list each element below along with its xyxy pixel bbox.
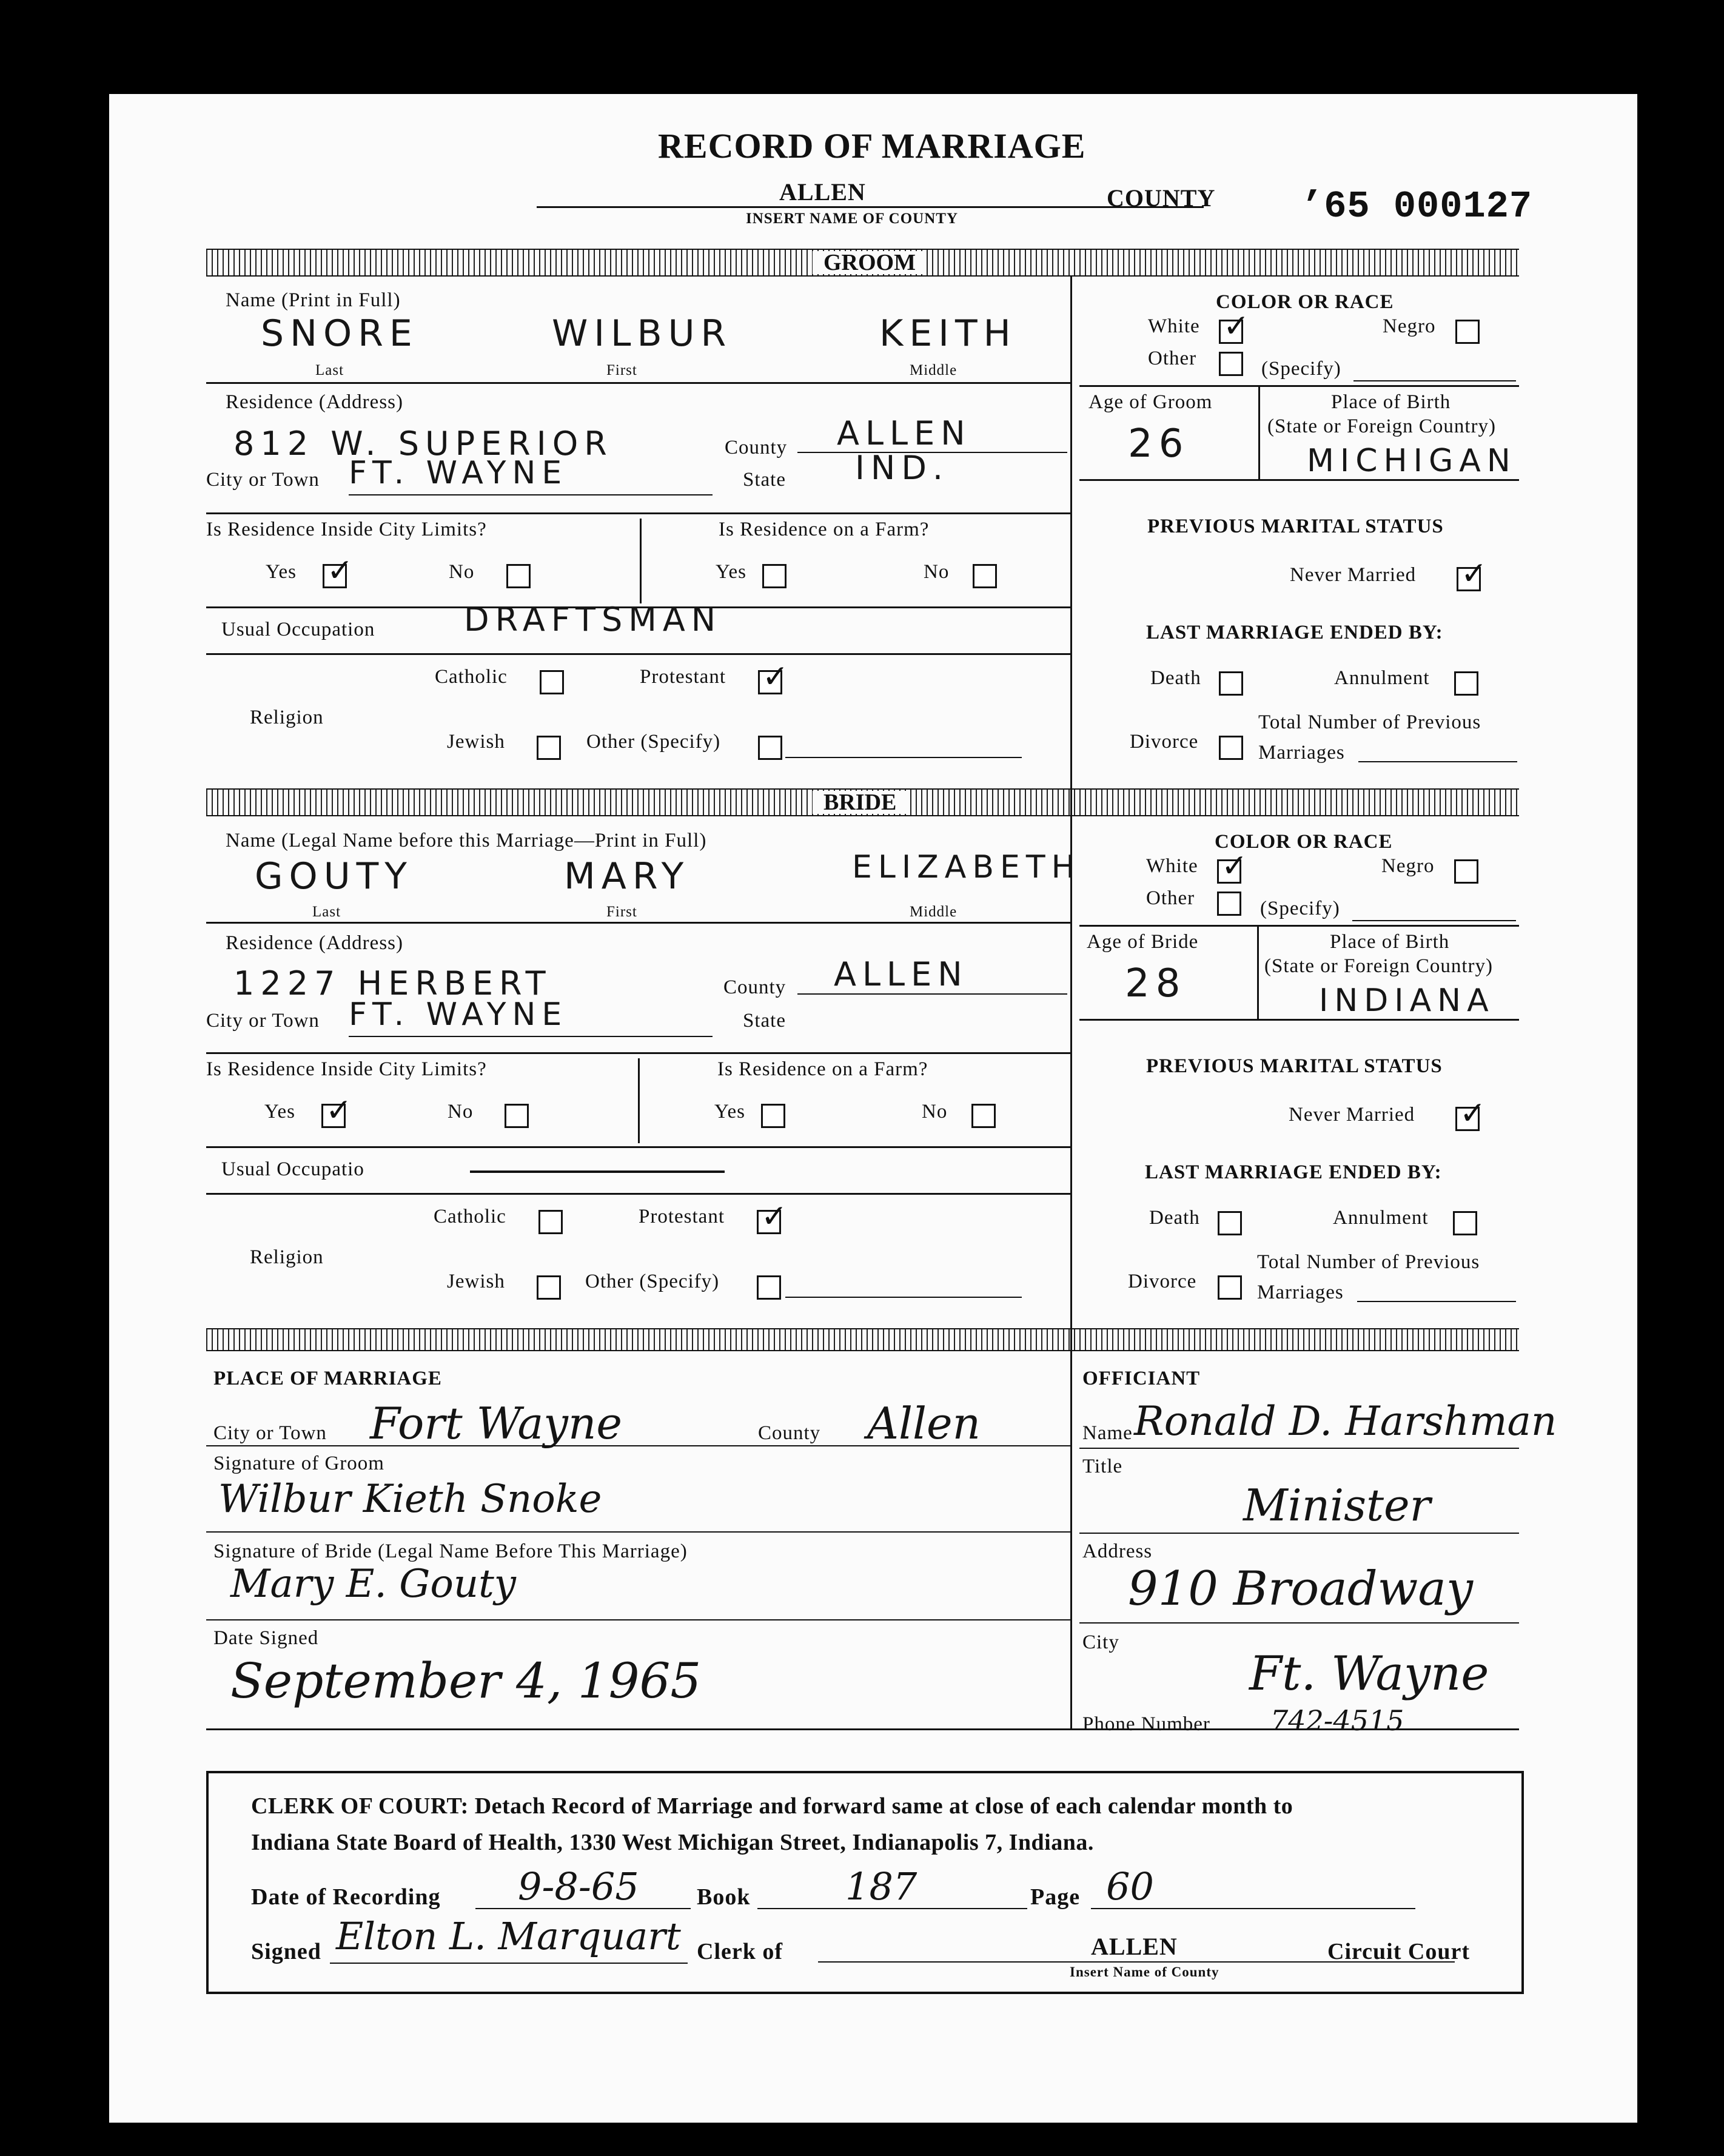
officiant-phone: 742-4515	[1270, 1704, 1404, 1737]
bride-farm-yes-label: Yes	[714, 1101, 746, 1123]
bride-state-label: State	[743, 1010, 786, 1032]
groom-name-label: Name (Print in Full)	[226, 289, 401, 311]
groom-birth-label: Place of Birth	[1331, 391, 1451, 413]
bride-never-married-label: Never Married	[1289, 1104, 1415, 1126]
bride-last-ended-label: LAST MARRIAGE ENDED BY:	[1145, 1161, 1442, 1183]
groom-county: ALLEN	[837, 414, 971, 452]
officiant-city-label: City	[1082, 1631, 1119, 1653]
bride-catholic-checkbox[interactable]	[538, 1210, 563, 1234]
marriage-county-label: County	[758, 1422, 821, 1444]
bride-color-race-label: COLOR OR RACE	[1215, 831, 1393, 853]
officiant-address-label: Address	[1082, 1540, 1153, 1562]
bride-birth-sublabel: (State or Foreign Country)	[1264, 955, 1494, 977]
groom-farm-yes-checkbox[interactable]	[762, 564, 787, 588]
groom-city: FT. WAYNE	[349, 455, 568, 491]
bride-county: ALLEN	[834, 955, 968, 993]
officiant-phone-label: Phone Number	[1082, 1713, 1210, 1735]
groom-section-bar	[206, 249, 1519, 277]
check-mark-icon: ✓	[327, 552, 354, 589]
groom-divorce-checkbox[interactable]	[1219, 736, 1243, 760]
bride-section-title: BRIDE	[813, 791, 907, 814]
bride-birth-place: INDIANA	[1319, 982, 1495, 1019]
groom-negro-label: Negro	[1383, 315, 1436, 337]
check-mark-icon: ✓	[1221, 848, 1248, 884]
groom-last-name: SNORE	[261, 312, 418, 355]
bride-last-caption: Last	[312, 904, 341, 920]
check-mark-icon: ✓	[1460, 1095, 1486, 1132]
groom-inside-yes-label: Yes	[266, 561, 297, 583]
marriage-city: Fort Wayne	[370, 1398, 622, 1449]
date-signed-label: Date Signed	[213, 1627, 319, 1649]
bride-marriages-label: Marriages	[1257, 1281, 1344, 1303]
groom-never-married-label: Never Married	[1290, 564, 1417, 586]
clerk-instruction-line1: CLERK OF COURT: Detach Record of Marriage and forward same at close of each calendar month to	[251, 1793, 1293, 1819]
groom-total-prev-label: Total Number of Previous	[1258, 711, 1481, 733]
bride-age-label: Age of Bride	[1087, 931, 1199, 953]
groom-age: 26	[1128, 421, 1190, 466]
bride-city-label: City or Town	[206, 1010, 320, 1032]
bride-annulment-label: Annulment	[1333, 1207, 1429, 1229]
groom-state: IND.	[855, 449, 950, 487]
check-mark-icon: ✓	[326, 1092, 352, 1129]
groom-inside-no-label: No	[449, 561, 475, 583]
bride-prev-status-label: PREVIOUS MARITAL STATUS	[1146, 1055, 1443, 1077]
officiant-title: Minister	[1243, 1480, 1431, 1531]
clerk-signature: Elton L. Marquart	[336, 1914, 681, 1958]
bride-first-caption: First	[606, 904, 637, 920]
clerk-signed-label: Signed	[251, 1939, 321, 1964]
bride-protestant-label: Protestant	[639, 1206, 725, 1227]
groom-jewish-label: Jewish	[447, 731, 505, 753]
groom-protestant-checkbox[interactable]	[758, 659, 789, 695]
officiant-title-label: Title	[1082, 1456, 1123, 1477]
bride-farm-no-checkbox[interactable]	[971, 1104, 996, 1128]
groom-farm-yes-label: Yes	[716, 561, 747, 583]
groom-residence: 812 W. SUPERIOR	[233, 425, 613, 463]
groom-inside-city-label: Is Residence Inside City Limits?	[206, 519, 487, 540]
bride-farm-label: Is Residence on a Farm?	[717, 1058, 928, 1080]
groom-inside-yes-checkbox[interactable]	[323, 552, 354, 589]
groom-age-label: Age of Groom	[1088, 391, 1213, 413]
clerk-instruction-line2: Indiana State Board of Health, 1330 West Michigan Street, Indianapolis 7, Indiana.	[251, 1830, 1094, 1855]
groom-never-married-checkbox[interactable]	[1457, 556, 1488, 592]
bride-other-religion-label: Other (Specify)	[585, 1271, 720, 1292]
bride-farm-no-label: No	[922, 1101, 948, 1123]
groom-occupation-label: Usual Occupation	[221, 619, 375, 640]
date-signed: September 4, 1965	[230, 1653, 702, 1709]
groom-divorce-label: Divorce	[1130, 731, 1199, 753]
marriage-county: Allen	[867, 1398, 981, 1449]
officiant-name: Ronald D. Harshman	[1134, 1398, 1557, 1445]
groom-death-checkbox[interactable]	[1219, 671, 1243, 696]
bride-religion-label: Religion	[250, 1246, 324, 1268]
groom-state-label: State	[743, 469, 786, 491]
groom-prev-status-label: PREVIOUS MARITAL STATUS	[1147, 515, 1444, 537]
bride-other-religion-checkbox[interactable]	[757, 1275, 781, 1300]
groom-negro-checkbox[interactable]	[1455, 320, 1480, 344]
groom-annulment-checkbox[interactable]	[1454, 671, 1478, 696]
bride-inside-city-label: Is Residence Inside City Limits?	[206, 1058, 487, 1080]
bride-divorce-label: Divorce	[1128, 1271, 1197, 1292]
groom-farm-no-checkbox[interactable]	[973, 564, 997, 588]
groom-marriages-label: Marriages	[1258, 742, 1345, 764]
bride-inside-no-checkbox[interactable]	[505, 1104, 529, 1128]
groom-farm-label: Is Residence on a Farm?	[719, 519, 930, 540]
groom-city-label: City or Town	[206, 469, 320, 491]
bride-signature-label: Signature of Bride (Legal Name Before This Marriage)	[213, 1540, 688, 1562]
check-mark-icon: ✓	[762, 659, 789, 695]
insert-county-caption: INSERT NAME OF COUNTY	[746, 210, 959, 227]
groom-other-race-label: Other	[1148, 348, 1197, 369]
groom-signature-label: Signature of Groom	[213, 1452, 384, 1474]
recording-date: 9-8-65	[518, 1864, 639, 1909]
bride-inside-yes-label: Yes	[264, 1101, 296, 1123]
bride-specify-label: (Specify)	[1260, 898, 1340, 919]
circuit-court-label: Circuit Court	[1327, 1939, 1470, 1964]
groom-residence-label: Residence (Address)	[226, 391, 403, 413]
county-word: COUNTY	[1107, 184, 1216, 212]
bride-inside-no-label: No	[448, 1101, 474, 1123]
groom-other-religion-checkbox[interactable]	[758, 736, 782, 760]
groom-white-label: White	[1148, 315, 1200, 337]
officiant-label: OFFICIANT	[1082, 1368, 1201, 1389]
bride-other-race-checkbox[interactable]	[1217, 892, 1241, 916]
header-county-value: ALLEN	[779, 178, 866, 206]
book-label: Book	[697, 1884, 751, 1910]
groom-farm-no-label: No	[924, 561, 950, 583]
bride-never-married-checkbox[interactable]	[1455, 1095, 1486, 1132]
bride-jewish-label: Jewish	[447, 1271, 505, 1292]
bride-first-name: MARY	[564, 855, 690, 898]
bride-catholic-label: Catholic	[434, 1206, 506, 1227]
bride-inside-yes-checkbox[interactable]	[321, 1092, 352, 1129]
bride-total-prev-label: Total Number of Previous	[1257, 1251, 1480, 1273]
groom-color-race-label: COLOR OR RACE	[1216, 291, 1394, 313]
officiant-city: Ft. Wayne	[1249, 1647, 1489, 1701]
bride-white-label: White	[1146, 855, 1198, 877]
groom-first-caption: First	[606, 362, 637, 378]
bride-city: FT. WAYNE	[349, 996, 568, 1033]
bride-last-name: GOUTY	[255, 855, 413, 898]
clerk-of-label: Clerk of	[697, 1939, 783, 1964]
groom-catholic-checkbox[interactable]	[540, 670, 564, 694]
groom-occupation: DRAFTSMAN	[464, 600, 722, 639]
bride-negro-label: Negro	[1381, 855, 1435, 877]
page-number: 60	[1106, 1864, 1154, 1909]
bride-birth-label: Place of Birth	[1330, 931, 1450, 953]
record-number: ’65 000127	[1301, 185, 1533, 228]
groom-birth-place: MICHIGAN	[1307, 443, 1517, 479]
bride-other-race-label: Other	[1146, 887, 1195, 909]
groom-jewish-checkbox[interactable]	[537, 736, 561, 760]
officiant-name-label: Name	[1082, 1422, 1133, 1444]
groom-white-checkbox[interactable]	[1219, 308, 1250, 344]
groom-protestant-label: Protestant	[640, 666, 726, 688]
bride-residence-label: Residence (Address)	[226, 932, 403, 954]
groom-other-religion-label: Other (Specify)	[586, 731, 721, 753]
groom-first-name: WILBUR	[552, 312, 733, 355]
bride-protestant-checkbox[interactable]	[757, 1198, 788, 1235]
groom-middle-name: KEITH	[879, 312, 1017, 355]
bride-middle-name: ELIZABETH	[852, 849, 1081, 885]
groom-section-title: GROOM	[813, 251, 927, 274]
check-mark-icon: ✓	[1461, 556, 1488, 592]
groom-signature: Wilbur Kieth Snoke	[218, 1477, 602, 1522]
bride-county-label: County	[723, 976, 787, 998]
bride-residence: 1227 HERBERT	[233, 964, 552, 1002]
bride-section-bar	[206, 788, 1519, 816]
officiant-address: 910 Broadway	[1128, 1562, 1474, 1616]
groom-specify-label: (Specify)	[1261, 358, 1341, 380]
recording-date-label: Date of Recording	[251, 1884, 441, 1910]
bride-divorce-checkbox[interactable]	[1218, 1275, 1242, 1300]
check-mark-icon: ✓	[761, 1198, 788, 1235]
bride-name-label: Name (Legal Name before this Marriage—Print in Full)	[226, 830, 707, 851]
place-of-marriage-label: PLACE OF MARRIAGE	[213, 1368, 442, 1389]
marriage-record-form	[109, 94, 1637, 2123]
clerk-of-court-box	[206, 1771, 1524, 1994]
groom-last-caption: Last	[315, 362, 344, 378]
bride-middle-caption: Middle	[910, 904, 958, 920]
bride-death-label: Death	[1149, 1207, 1200, 1229]
bride-age: 28	[1125, 961, 1187, 1006]
bride-annulment-checkbox[interactable]	[1453, 1211, 1477, 1235]
check-mark-icon: ✓	[1223, 308, 1250, 344]
groom-birth-sublabel: (State or Foreign Country)	[1267, 415, 1497, 437]
form-title: RECORD OF MARRIAGE	[658, 126, 1086, 166]
groom-county-label: County	[725, 437, 788, 458]
groom-middle-caption: Middle	[910, 362, 958, 378]
groom-inside-no-checkbox[interactable]	[506, 564, 531, 588]
bride-white-checkbox[interactable]	[1217, 848, 1248, 884]
groom-other-race-checkbox[interactable]	[1219, 352, 1243, 376]
bride-jewish-checkbox[interactable]	[537, 1275, 561, 1300]
groom-death-label: Death	[1150, 667, 1201, 689]
bride-occupation-label: Usual Occupatio	[221, 1158, 364, 1180]
groom-religion-label: Religion	[250, 707, 324, 728]
clerk-insert-county-caption: Insert Name of County	[1070, 1964, 1219, 1980]
bride-signature: Mary E. Gouty	[230, 1562, 516, 1607]
groom-annulment-label: Annulment	[1334, 667, 1430, 689]
marriage-section-bar	[206, 1328, 1519, 1351]
marriage-city-label: City or Town	[213, 1422, 327, 1444]
bride-death-checkbox[interactable]	[1218, 1211, 1242, 1235]
groom-last-ended-label: LAST MARRIAGE ENDED BY:	[1146, 622, 1443, 643]
groom-catholic-label: Catholic	[435, 666, 508, 688]
clerk-county: ALLEN	[1091, 1933, 1178, 1960]
page-label: Page	[1030, 1884, 1081, 1910]
bride-farm-yes-checkbox[interactable]	[761, 1104, 785, 1128]
bride-negro-checkbox[interactable]	[1454, 859, 1478, 884]
book-number: 187	[845, 1864, 917, 1909]
